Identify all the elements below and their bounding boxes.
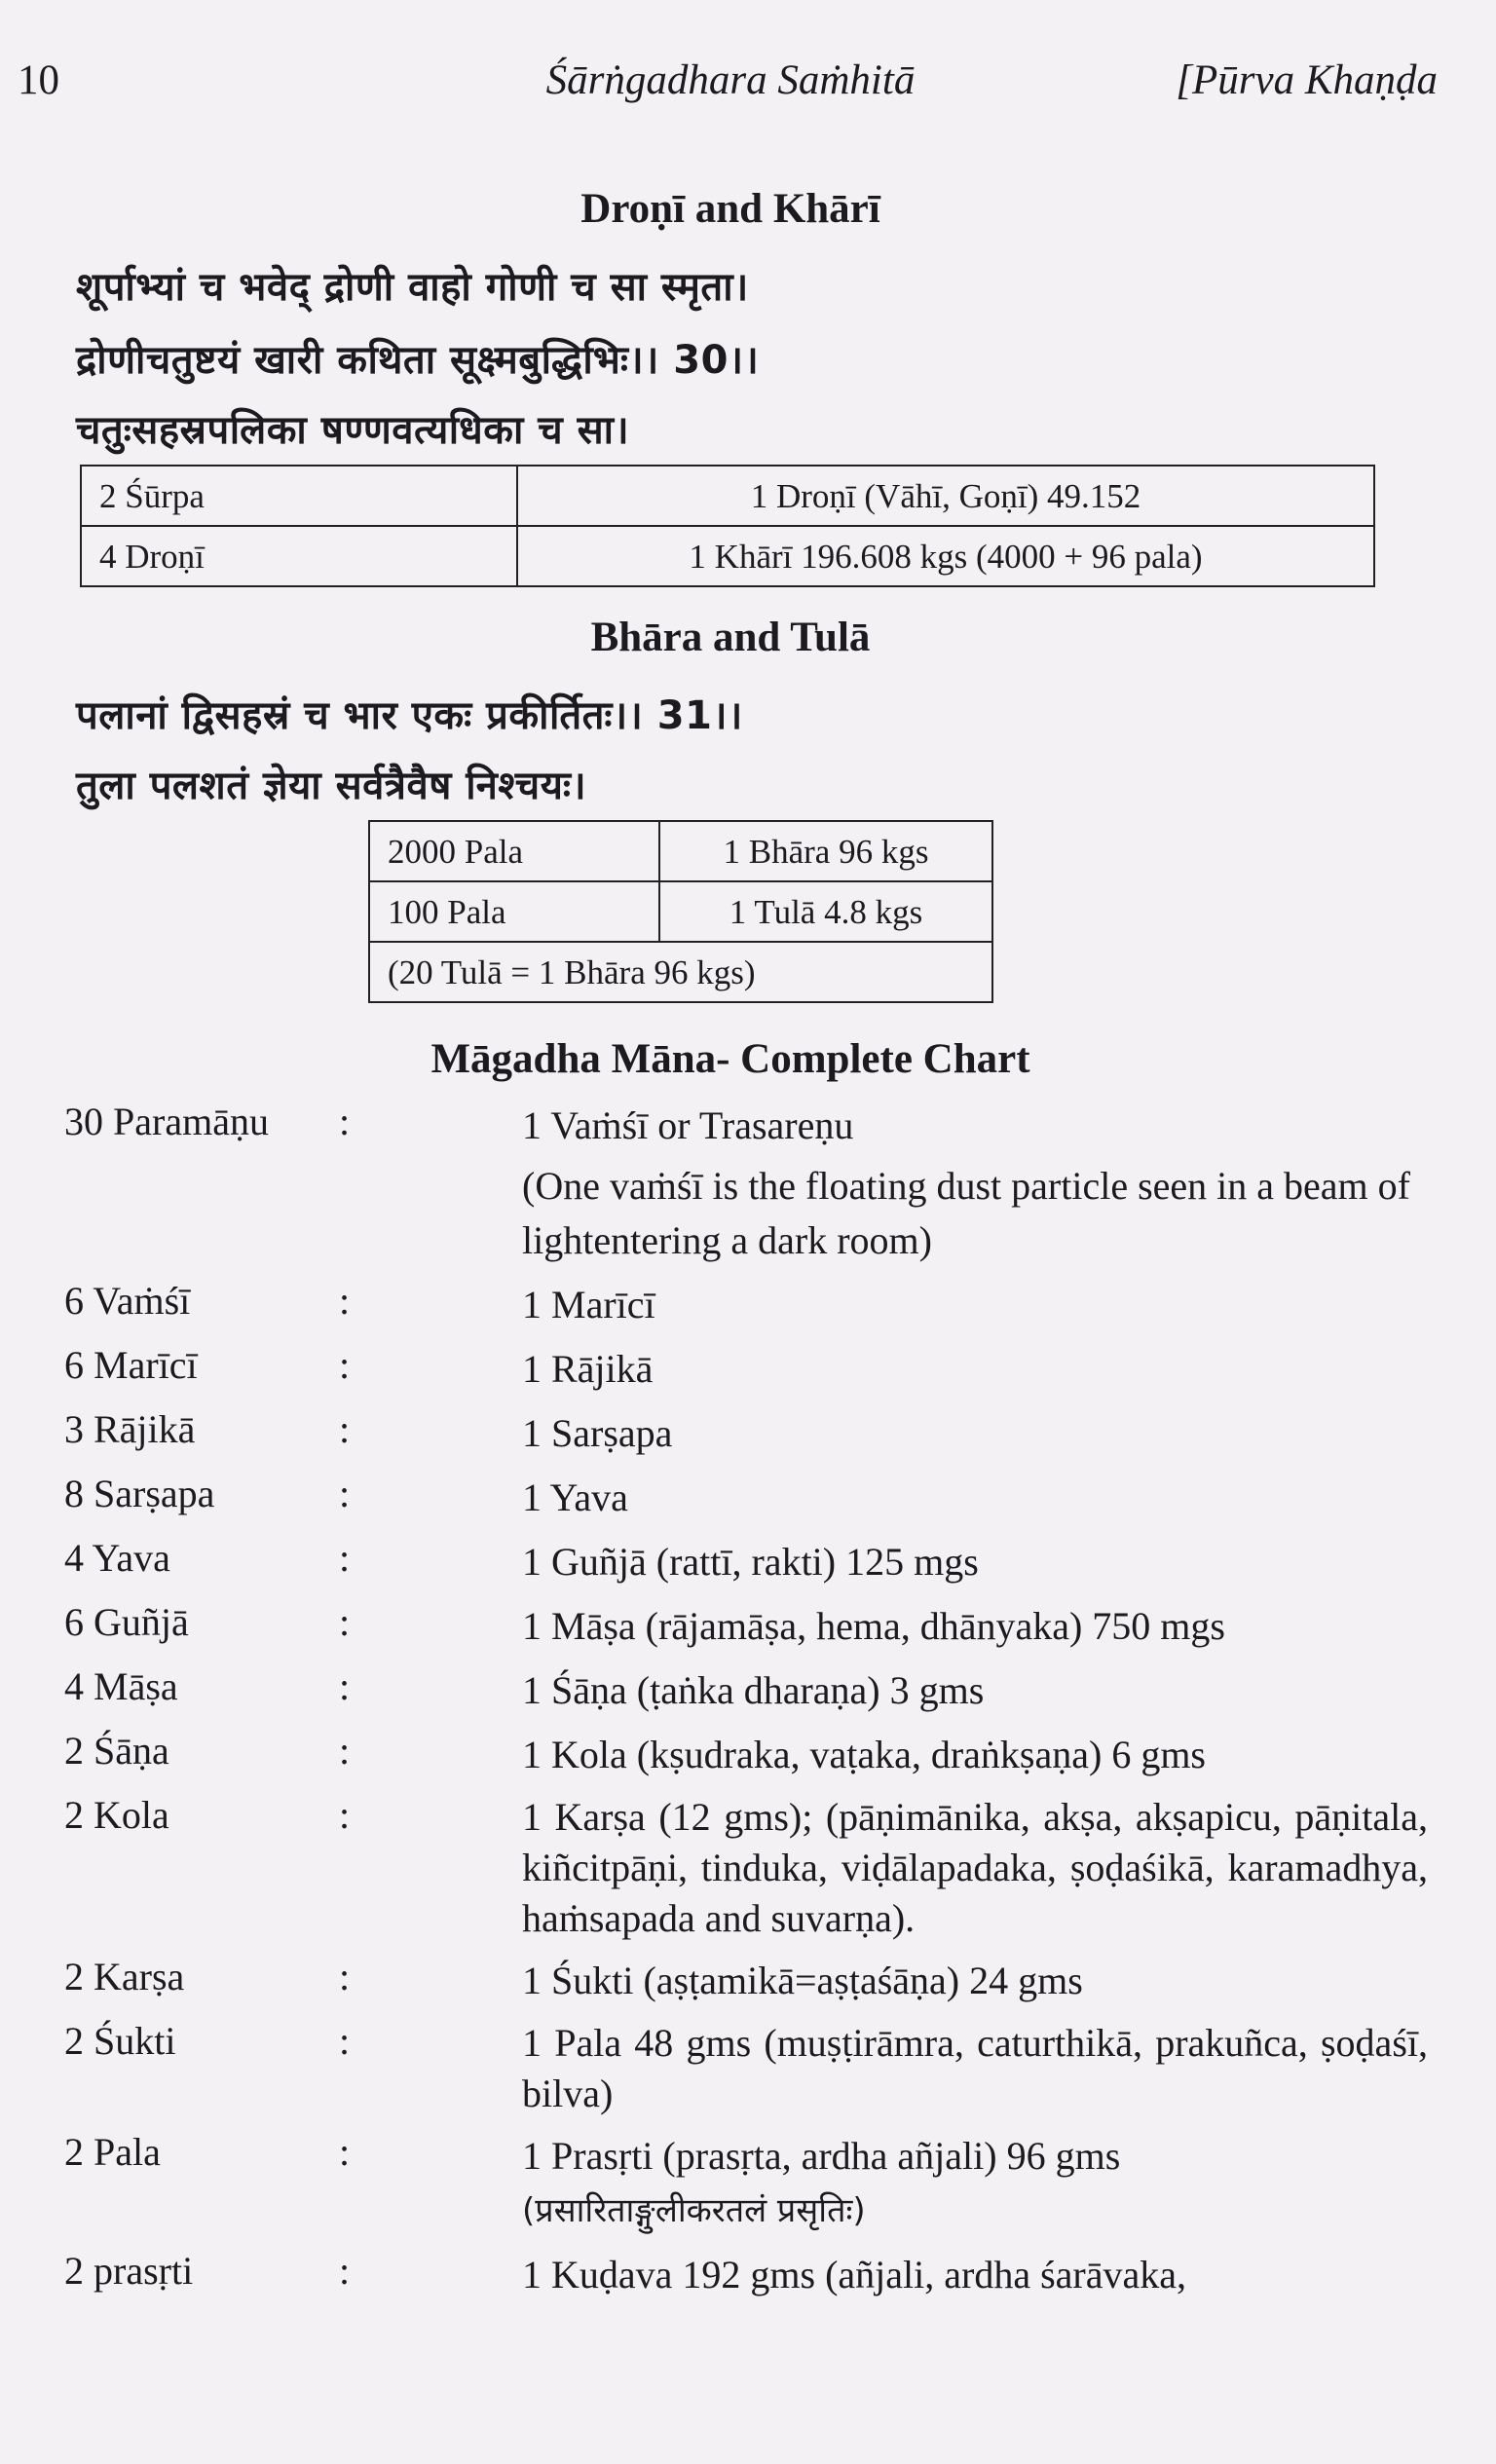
chart-colon: : bbox=[339, 1729, 351, 1773]
chart-colon: : bbox=[339, 1793, 351, 1837]
chart-colon: : bbox=[339, 1343, 351, 1387]
chart-rhs: 1 Guñjā (rattī, rakti) 125 mgs bbox=[522, 1540, 979, 1584]
chart-lhs: 2 Karṣa bbox=[64, 1955, 185, 1998]
verse-line: द्रोणीचतुष्टयं खारी कथिता सूक्ष्मबुद्धिभिः।। 30।। bbox=[76, 338, 760, 383]
chart-rhs: 1 Prasṛti (prasṛta, ardha añjali) 96 gms bbox=[522, 2134, 1121, 2178]
chart-colon: : bbox=[339, 1279, 351, 1323]
chart-row bbox=[64, 1728, 1428, 1782]
table-row bbox=[81, 466, 1374, 526]
chart-rhs: 1 Kuḍava 192 gms (añjali, ardha śarāvaka, bbox=[522, 2253, 1186, 2296]
chart-colon: : bbox=[339, 1407, 351, 1451]
table-cell: 1 Tulā 4.8 kgs bbox=[659, 881, 992, 942]
chart-row bbox=[64, 1342, 1428, 1397]
chart-rhs: 1 Vaṁśī or Trasareṇu bbox=[522, 1103, 854, 1147]
chart-colon: : bbox=[339, 1600, 351, 1644]
chart-lhs: 6 Vaṁśī bbox=[64, 1279, 191, 1323]
chart-lhs: 3 Rājikā bbox=[64, 1407, 196, 1451]
chart-lhs: 2 prasṛti bbox=[64, 2249, 194, 2293]
chart-lhs: 2 Kola bbox=[64, 1793, 169, 1837]
table-cell: 1 Droṇī (Vāhī, Goṇī) 49.152 bbox=[517, 466, 1374, 526]
chart-lhs: 8 Sarṣapa bbox=[64, 1472, 215, 1515]
droni-khari-table bbox=[80, 465, 1375, 587]
chart-colon: : bbox=[339, 1536, 351, 1580]
table-row bbox=[369, 942, 992, 1002]
running-header bbox=[0, 56, 1496, 115]
chart-lhs: 2 Pala bbox=[64, 2130, 161, 2174]
chart-rhs: 1 Pala 48 gms (muṣṭirāmra, caturthikā, prakuñca, ṣoḍaśī, bilva) bbox=[522, 2021, 1428, 2115]
chart-row bbox=[64, 1792, 1428, 1944]
chart-row bbox=[64, 2018, 1428, 2119]
table-cell: 1 Bhāra 96 kgs bbox=[659, 821, 992, 881]
heading-magadha-mana: Māgadha Māna- Complete Chart bbox=[430, 1036, 1030, 1082]
chart-rhs: 1 Rājikā bbox=[522, 1347, 654, 1391]
chart-colon: : bbox=[339, 2130, 351, 2174]
table-note: (20 Tulā = 1 Bhāra 96 kgs) bbox=[369, 942, 992, 1002]
magadha-chart bbox=[64, 1079, 1428, 2302]
chart-row bbox=[64, 2129, 1428, 2238]
bhara-tula-table bbox=[368, 820, 993, 1003]
chart-rhs: 1 Śāṇa (ṭaṅka dharaṇa) 3 gms bbox=[522, 1668, 985, 1712]
chart-row bbox=[64, 1406, 1428, 1461]
table-cell: 1 Khārī 196.608 kgs (4000 + 96 pala) bbox=[517, 526, 1374, 586]
chart-row bbox=[64, 1954, 1428, 2008]
chart-lhs: 4 Yava bbox=[64, 1536, 170, 1580]
verse-line: पलानां द्विसहस्रं च भार एकः प्रकीर्तितः।। 31।। bbox=[76, 693, 743, 738]
page-number: 10 bbox=[18, 57, 59, 103]
book-title: Śārṅgadhara Saṁhitā bbox=[545, 57, 916, 103]
chart-colon: : bbox=[339, 2249, 351, 2293]
heading-droni-khari: Droṇī and Khārī bbox=[580, 186, 880, 232]
chart-rhs: 1 Sarṣapa bbox=[522, 1411, 673, 1455]
table-cell: 2 Śūrpa bbox=[81, 466, 517, 526]
section-title: [Pūrva Khaṇḍa bbox=[1176, 57, 1438, 103]
chart-lhs: 2 Śāṇa bbox=[64, 1729, 169, 1773]
table-cell: 4 Droṇī bbox=[81, 526, 517, 586]
chart-note-devanagari: (प्रसारिताङ्गुलीकरतलं प्रसृतिः) bbox=[522, 2191, 866, 2230]
chart-rhs: 1 Karṣa (12 gms); (pāṇimānika, akṣa, akṣapicu, pāṇitala, kiñcitpāṇi, tinduka, viḍālapadaka, ṣoḍaśikā, karamadhya, haṁsapada and suvarṇa). bbox=[522, 1795, 1428, 1940]
table-row bbox=[81, 526, 1374, 586]
table-cell: 100 Pala bbox=[369, 881, 659, 942]
table-row bbox=[369, 881, 992, 942]
chart-row bbox=[64, 1599, 1428, 1654]
chart-rhs: 1 Marīcī bbox=[522, 1283, 655, 1326]
chart-note: (One vaṁśī is the floating dust particle seen in a beam of lightentering a dark room) bbox=[522, 1164, 1410, 1262]
chart-row bbox=[64, 1278, 1428, 1332]
chart-colon: : bbox=[339, 2019, 351, 2063]
chart-rhs: 1 Māṣa (rājamāṣa, hema, dhānyaka) 750 mgs bbox=[522, 1604, 1225, 1648]
chart-lhs: 4 Māṣa bbox=[64, 1664, 178, 1708]
verse-line: शूर्पाभ्यां च भवेद् द्रोणी वाहो गोणी च सा स्मृता। bbox=[76, 265, 749, 310]
chart-row bbox=[64, 1099, 1428, 1153]
chart-lhs: 6 Guñjā bbox=[64, 1600, 189, 1644]
table-cell: 2000 Pala bbox=[369, 821, 659, 881]
chart-row bbox=[64, 1471, 1428, 1525]
chart-rhs: 1 Kola (kṣudraka, vaṭaka, draṅkṣaṇa) 6 gms bbox=[522, 1733, 1206, 1776]
chart-lhs: 6 Marīcī bbox=[64, 1343, 198, 1387]
chart-rhs: 1 Śukti (aṣṭamikā=aṣṭaśāṇa) 24 gms bbox=[522, 1959, 1083, 2002]
chart-lhs: 30 Paramāṇu bbox=[64, 1100, 269, 1143]
chart-row bbox=[64, 1663, 1428, 1718]
chart-colon: : bbox=[339, 1100, 351, 1143]
chart-colon: : bbox=[339, 1955, 351, 1998]
chart-row bbox=[64, 1159, 1428, 1268]
verse-line: चतुःसहस्रपलिका षण्णवत्यधिका च सा। bbox=[76, 408, 630, 453]
chart-rhs: 1 Yava bbox=[522, 1475, 628, 1519]
chart-colon: : bbox=[339, 1664, 351, 1708]
chart-colon: : bbox=[339, 1472, 351, 1515]
heading-bhara-tula: Bhāra and Tulā bbox=[590, 615, 871, 660]
chart-lhs: 2 Śukti bbox=[64, 2019, 176, 2063]
chart-row bbox=[64, 1535, 1428, 1589]
chart-row bbox=[64, 2248, 1428, 2302]
verse-line: तुला पलशतं ज्ञेया सर्वत्रैवैष निश्चयः। bbox=[76, 764, 587, 808]
table-row bbox=[369, 821, 992, 881]
